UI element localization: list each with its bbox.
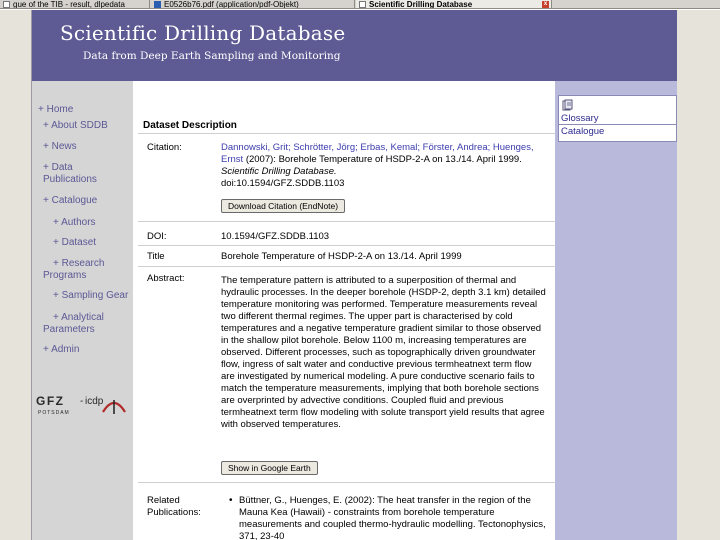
page-icon: [3, 1, 10, 8]
related-publications-list: [221, 495, 547, 540]
site-header: [32, 10, 677, 81]
abstract-label: Abstract:: [147, 273, 185, 284]
page-frame: [31, 10, 676, 540]
section-title: Dataset Description: [143, 120, 237, 131]
left-navigation: [32, 81, 133, 540]
site-subtitle: Data from Deep Earth Sampling and Monitoring: [83, 50, 341, 62]
document-icon: [154, 1, 161, 8]
right-sidebar: [555, 81, 677, 540]
nav-about-sddb[interactable]: + About SDDB: [43, 120, 108, 131]
nav-data-publications[interactable]: + Data Publications: [43, 162, 97, 185]
nav-home[interactable]: + Home: [38, 104, 74, 115]
sidebar-link-catalogue[interactable]: Catalogue: [561, 126, 605, 137]
window-margin-left: [0, 10, 31, 540]
title-label: Title: [147, 251, 165, 262]
nav-research-programs[interactable]: + Research Programs: [43, 258, 105, 281]
tab-label: gue of the TIB - result, dlpedata: [13, 0, 125, 9]
logo-separator: -: [80, 396, 84, 407]
tab-label: Scientific Drilling Database: [369, 0, 473, 9]
gfz-logo[interactable]: GFZ: [36, 394, 65, 408]
browser-tab-strip: [0, 0, 720, 9]
nav-news[interactable]: + News: [43, 141, 77, 152]
site-title[interactable]: Scientific Drilling Database: [60, 21, 346, 45]
divider: [138, 245, 555, 246]
nav-authors[interactable]: + Authors: [53, 217, 96, 228]
citation-doi: doi:10.1594/GFZ.SDDB.1103: [221, 178, 345, 189]
partner-logos: [36, 394, 126, 420]
citation-year: (2007):: [243, 154, 279, 165]
window-margin-right: [676, 10, 720, 540]
divider: [138, 133, 555, 134]
download-citation-button[interactable]: Download Citation (EndNote): [221, 199, 345, 213]
gfz-logo-subtitle: POTSDAM: [38, 410, 70, 416]
divider: [138, 221, 555, 222]
book-icon: [562, 99, 574, 111]
browser-tab-pdf[interactable]: [151, 0, 355, 9]
sidebar-link-box: [558, 95, 677, 142]
doi-label: DOI:: [147, 231, 167, 242]
abstract-text: The temperature pattern is attributed to a superposition of thermal and hydraulic processes. In the deeper borehole (HSDP-2, depth 3.1 km) detailed temperature monitoring was performed. Temperature measurements reveal two different thermal regimes. The upper part is characterised by cold temperatures and a negative temperature gradient similar to those observed in the shallow pilot borehole. Below 1100 m, increasing temperatures are observed. Different processes, such as topographically driven groundwater flow, ingress of salt water and conductive previous termheatnext term flow are investigated by numerical modeling. A pure conductive scenario fails to match the temperature measurements, implying that both borehole sections are overprinted by advective conditions. Coupled fluid and previous termheatnext term flow modeling with solute transport yield results that agree with observed temperatures.: [221, 275, 546, 430]
divider: [138, 266, 555, 267]
related-publications-label: Related Publications:: [147, 495, 201, 518]
nav-analytical-parameters[interactable]: + Analytical Parameters: [43, 312, 104, 335]
main-content: [133, 81, 555, 540]
tab-label: E0526b76.pdf (application/pdf-Objekt): [164, 0, 299, 9]
citation-title: Borehole Temperature of HSDP-2-A on 13./14. April 1999.: [278, 154, 522, 165]
page-icon: [359, 1, 366, 8]
nav-admin[interactable]: + Admin: [43, 344, 80, 355]
citation-journal: Scientific Drilling Database.: [221, 166, 337, 177]
doi-value: 10.1594/GFZ.SDDB.1103: [221, 231, 330, 242]
sidebar-link-glossary[interactable]: Glossary: [559, 113, 676, 125]
nav-catalogue[interactable]: + Catalogue: [43, 195, 98, 206]
close-tab-icon[interactable]: x: [543, 1, 548, 7]
show-in-google-earth-button[interactable]: Show in Google Earth: [221, 461, 318, 475]
nav-dataset[interactable]: + Dataset: [53, 237, 97, 248]
list-item: • Büttner, G., Huenges, E. (2002): The heat transfer in the region of the Mauna Kea (Hawaii) - constraints from borehole temperature measurements and coupled thermo-hydraulic modelling. Tectonophysics, 371, 23-40: [221, 495, 547, 540]
nav-sampling-gear[interactable]: + Sampling Gear: [53, 290, 129, 301]
divider: [138, 482, 555, 483]
browser-tab-catalogue[interactable]: [0, 0, 150, 9]
citation-text: [221, 142, 547, 190]
title-value: Borehole Temperature of HSDP-2-A on 13./14. April 1999: [221, 251, 462, 262]
browser-tab-sddb[interactable]: [356, 0, 552, 9]
icdp-logo[interactable]: icdp: [85, 396, 104, 407]
icdp-arc-icon: [102, 396, 126, 414]
citation-authors-link[interactable]: Dannowski, Grit; Schrötter, Jörg; Erbas, Kemal; Förster, Andrea; Huenges, Ernst: [221, 142, 534, 165]
citation-label: Citation:: [147, 142, 182, 153]
